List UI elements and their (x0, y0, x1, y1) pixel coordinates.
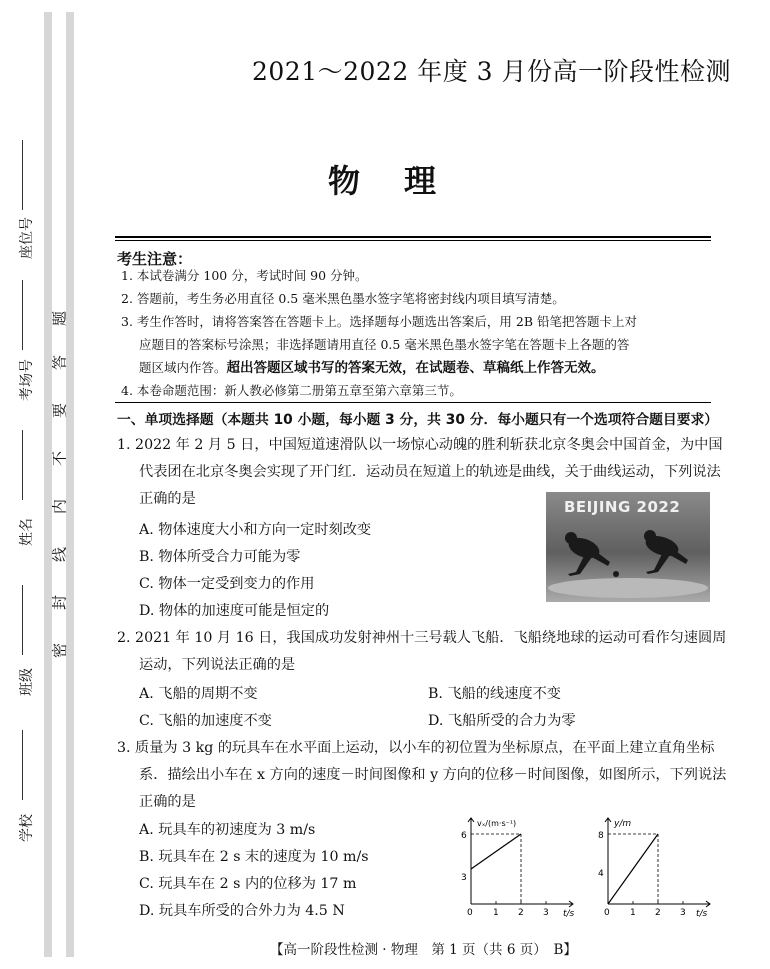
x-tick-label: 2 (655, 908, 661, 918)
y-axis-label: y/m (614, 819, 632, 829)
notice-item: 应题目的答案标号涂黑；非选择题请用直径 0.5 毫米黑色墨水签字笔在答题卡上各题的答 (139, 337, 630, 352)
y-tick-label: 8 (598, 831, 604, 841)
question-line: 1. 2022 年 2 月 5 日，中国短道速滑队以一场惊心动魄的胜利斩获北京冬奥会中国首金，为中国 (117, 437, 723, 453)
option-d: D. 飞船所受的合力为零 (428, 713, 576, 729)
option-c: C. 飞船的加速度不变 (139, 713, 272, 729)
question-line: 系．描绘出小车在 x 方向的速度－时间图像和 y 方向的位移－时间图像，如图所示，下列说法 (139, 767, 727, 783)
header-rule-top (115, 236, 711, 238)
axes (468, 818, 573, 907)
x-axis-label: t/s (563, 909, 575, 919)
x-tick-label: 3 (543, 908, 549, 918)
question-line: 3. 质量为 3 kg 的玩具车在水平面上运动，以小车的初位置为坐标原点，在平面上建立直角坐标 (117, 740, 715, 756)
school-label: 学校 (19, 814, 35, 842)
option-c: C. 玩具车在 2 s 内的位移为 17 m (139, 876, 357, 892)
class-label: 班级 (19, 668, 35, 696)
seal-char: 密 (50, 643, 69, 659)
option-b: B. 玩具车在 2 s 末的速度为 10 m/s (139, 849, 369, 865)
x-axis-label: t/s (696, 909, 708, 919)
x-tick-label: 1 (630, 908, 636, 918)
notice-item: 3. 考生作答时，请将答案答在答题卡上。选择题每小题选出答案后，用 2B 铅笔把答题卡上对 (121, 314, 637, 329)
notice-warning: 超出答题区域书写的答案无效，在试题卷、草稿纸上作答无效。 (226, 360, 605, 376)
option-d: D. 物体的加速度可能是恒定的 (139, 603, 330, 619)
skaters-illustration (546, 492, 710, 602)
option-a: A. 物体速度大小和方向一定时刻改变 (139, 522, 372, 538)
y-axis-label: vₓ/(m·s⁻¹) (477, 819, 517, 828)
option-c: C. 物体一定受到变力的作用 (139, 576, 315, 592)
seal-char: 题 (50, 311, 69, 327)
name-label: 姓名 (19, 518, 35, 546)
photo-caption: BEIJING 2022 (564, 498, 681, 516)
y-tick-label: 4 (598, 869, 604, 879)
notice-rule (115, 402, 711, 403)
notice-text: 题区域内作答。 (139, 360, 227, 375)
question-line: 正确的是 (139, 491, 196, 507)
x-tick-label: 0 (604, 908, 610, 918)
data-line (471, 834, 521, 869)
notice-item: 2. 答题前，考生务必用直径 0.5 毫米黑色墨水签字笔将密封线内项目填写清楚。 (121, 291, 565, 306)
notice-item-line (139, 356, 605, 380)
question-line: 2. 2021 年 10 月 16 日，我国成功发射神州十三号载人飞船．飞船绕地球的运动可看作匀速圆周 (117, 630, 727, 646)
seal-char: 内 (50, 499, 69, 515)
subject-title: 物理 (328, 162, 481, 200)
option-b: B. 物体所受合力可能为零 (139, 549, 301, 565)
vx-t-graph (455, 812, 585, 922)
option-b: B. 飞船的线速度不变 (428, 686, 561, 702)
y-t-graph (592, 812, 722, 922)
binding-strip (44, 12, 74, 957)
page-footer: 【高一阶段性检测 · 物理 第 1 页（共 6 页） B】 (270, 942, 577, 958)
seal-char: 不 (50, 451, 69, 467)
y-tick-label: 3 (461, 873, 467, 883)
name-line[interactable] (22, 430, 23, 500)
seal-char: 封 (50, 595, 69, 611)
question-line: 正确的是 (139, 794, 196, 810)
skating-photo (546, 492, 710, 602)
data-line (608, 834, 658, 904)
notice-item: 4. 本卷命题范围：新人教必修第二册第五章至第六章第三节。 (121, 383, 462, 398)
seat-number-line[interactable] (22, 140, 23, 210)
section-title: 一、单项选择题（本题共 10 小题，每小题 3 分，共 30 分．每小题只有一个选项符合题目要求） (117, 412, 719, 428)
x-tick-label: 3 (680, 908, 686, 918)
exam-room-line[interactable] (22, 280, 23, 350)
question-line: 运动，下列说法正确的是 (139, 657, 296, 673)
axes (605, 818, 710, 907)
question-line: 代表团在北京冬奥会实现了开门红．运动员在短道上的轨迹是曲线，关于曲线运动，下列说法 (139, 464, 721, 480)
option-a: A. 飞船的周期不变 (139, 686, 258, 702)
y-tick-label: 6 (461, 831, 467, 841)
binding-strip-inner (52, 12, 66, 957)
school-line[interactable] (22, 730, 23, 800)
exam-title: 2021～2022 年度 3 月份高一阶段性检测 (252, 57, 731, 86)
seal-char: 要 (50, 403, 69, 419)
notice-title: 考生注意： (117, 250, 193, 268)
x-tick-label: 0 (467, 908, 473, 918)
notice-item: 1. 本试卷满分 100 分，考试时间 90 分钟。 (121, 268, 368, 283)
option-a: A. 玩具车的初速度为 3 m/s (139, 822, 316, 838)
x-tick-label: 2 (518, 908, 524, 918)
exam-room-label: 考场号 (19, 359, 35, 401)
seal-char: 答 (50, 355, 69, 371)
header-rule-bottom (115, 240, 711, 241)
class-line[interactable] (22, 585, 23, 655)
seal-char: 线 (50, 547, 69, 563)
option-d: D. 玩具车所受的合外力为 4.5 N (139, 903, 345, 919)
x-tick-label: 1 (493, 908, 499, 918)
seat-number-label: 座位号 (19, 217, 35, 259)
